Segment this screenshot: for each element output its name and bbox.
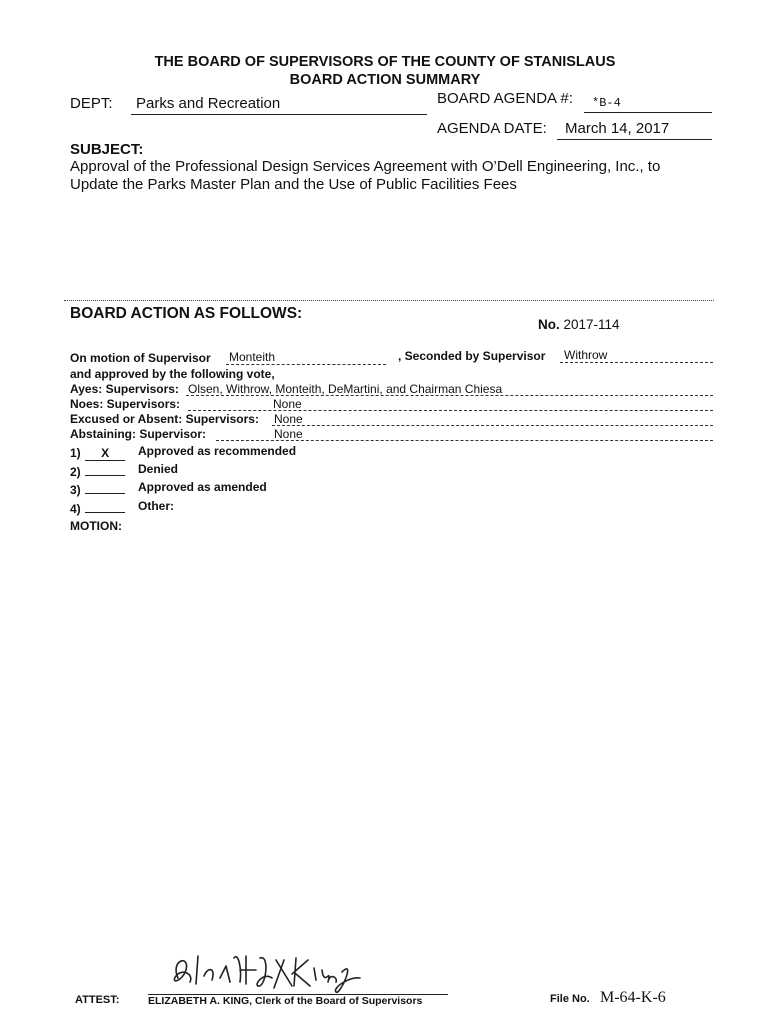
option-text: Approved as amended — [138, 480, 267, 494]
seconded-label: , Seconded by Supervisor — [398, 349, 546, 363]
option-row-1 — [70, 444, 297, 462]
option-mark: X — [85, 446, 125, 461]
excused-field-line — [272, 425, 713, 426]
resolution-number-value: 2017-114 — [563, 317, 620, 332]
file-number-label: File No. — [550, 993, 590, 1005]
agenda-date-value: March 14, 2017 — [565, 120, 670, 137]
file-number-value: M-64-K-6 — [600, 989, 666, 1006]
motion-heading: MOTION: — [70, 519, 122, 533]
noes-field-line — [188, 410, 713, 411]
option-text: Other: — [138, 499, 174, 513]
agenda-date-label: AGENDA DATE: — [437, 120, 547, 137]
seconded-value: Withrow — [564, 348, 608, 362]
dept-value: Parks and Recreation — [136, 95, 281, 112]
option-text: Denied — [138, 462, 179, 476]
option-row-3 — [70, 480, 267, 499]
signature-image — [160, 948, 380, 998]
seconded-field-line — [560, 362, 713, 363]
summary-title: BOARD ACTION SUMMARY — [289, 72, 481, 88]
excused-value: None — [274, 412, 303, 426]
agenda-number-value: *B-4 — [592, 96, 621, 110]
section-divider — [64, 300, 714, 301]
approved-text: and approved by the following vote, — [70, 367, 275, 381]
abstain-label: Abstaining: Supervisor: — [70, 427, 207, 441]
option-row-4 — [70, 499, 174, 518]
agenda-number-field — [584, 92, 712, 113]
excused-label: Excused or Absent: Supervisors: — [70, 412, 259, 426]
option-number: 2) — [70, 465, 81, 479]
attest-label: ATTEST: — [75, 994, 120, 1006]
ayes-label: Ayes: Supervisors: — [70, 382, 179, 396]
option-text: Approved as recommended — [138, 444, 297, 458]
subject-line-1: Approval of the Professional Design Services Agreement with O’Dell Engineering, Inc., to — [70, 158, 661, 175]
dept-label: DEPT: — [70, 95, 113, 112]
ayes-value: Olsen, Withrow, Monteith, DeMartini, and Chairman Chiesa — [188, 382, 503, 396]
noes-label: Noes: Supervisors: — [70, 397, 181, 411]
motion-label: On motion of Supervisor — [70, 351, 211, 365]
clerk-name: ELIZABETH A. KING, Clerk of the Board of Supervisors — [148, 995, 423, 1007]
dept-field — [131, 95, 427, 115]
noes-value: None — [273, 397, 302, 411]
motion-field-line — [226, 364, 386, 365]
subject-label: SUBJECT: — [70, 141, 144, 158]
option-number: 4) — [70, 502, 81, 516]
resolution-number — [538, 317, 620, 332]
motion-value: Monteith — [229, 350, 276, 364]
agenda-number-label: BOARD AGENDA #: — [437, 90, 573, 107]
agenda-date-field — [557, 120, 712, 140]
option-mark — [85, 480, 125, 494]
abstain-value: None — [274, 427, 303, 441]
board-action-heading: BOARD ACTION AS FOLLOWS: — [70, 305, 303, 322]
option-number: 3) — [70, 483, 81, 497]
option-mark — [85, 462, 125, 476]
subject-line-2: Update the Parks Master Plan and the Use of Public Facilities Fees — [70, 176, 517, 193]
board-title: THE BOARD OF SUPERVISORS OF THE COUNTY OF STANISLAUS — [154, 54, 616, 70]
resolution-number-label: No. — [538, 317, 560, 332]
option-row-2 — [70, 462, 179, 481]
option-number: 1) — [70, 446, 81, 460]
option-mark — [85, 499, 125, 513]
